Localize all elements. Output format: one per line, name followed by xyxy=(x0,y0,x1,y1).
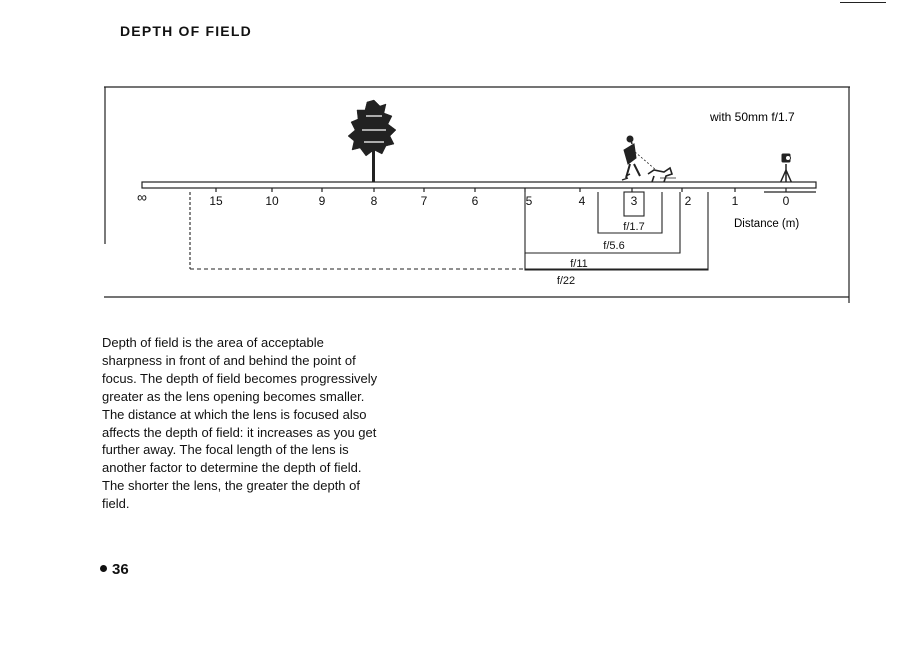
scale-label-3: 3 xyxy=(630,194,638,208)
bracket-label-f5-6: f/5.6 xyxy=(603,240,625,252)
scale-label-7: 7 xyxy=(420,194,428,208)
page-number-value: 36 xyxy=(112,561,129,578)
paragraph-line: focus. The depth of field becomes progressively xyxy=(102,370,378,386)
distance-scale-bar xyxy=(142,182,816,188)
scale-label-15: 15 xyxy=(209,194,223,208)
paragraph-line: affects the depth of field: it increases as you get xyxy=(102,424,377,440)
scale-label-1: 1 xyxy=(731,194,739,208)
bracket-label-f11: f/11 xyxy=(570,258,588,270)
distance-axis-label: Distance (m) xyxy=(734,218,800,230)
scale-label-6: 6 xyxy=(471,194,479,208)
scale-ticks xyxy=(216,188,786,192)
paragraph-line: The shorter the lens, the greater the depth of xyxy=(102,478,360,494)
lens-note: with 50mm f/1.7 xyxy=(710,110,795,124)
scale-label-4: 4 xyxy=(578,194,586,208)
scale-label-10: 10 xyxy=(265,194,279,208)
bracket-label-f22: f/22 xyxy=(556,275,576,287)
scale-label-9: 9 xyxy=(318,194,326,208)
bracket-label-f1-7: f/1.7 xyxy=(623,221,645,233)
paragraph-line: another factor to determine the depth of field. xyxy=(102,460,362,476)
paragraph-line: Depth of field is the area of acceptable xyxy=(102,335,324,350)
depth-of-field-diagram xyxy=(104,86,850,304)
paragraph-line: greater as the lens opening becomes smaller. xyxy=(102,388,365,404)
body-paragraph xyxy=(102,334,462,513)
top-corner-rule xyxy=(840,2,886,3)
page-title: DEPTH OF FIELD xyxy=(120,23,252,39)
dog-icon xyxy=(622,168,684,182)
scale-label-0: 0 xyxy=(782,194,790,208)
page-number xyxy=(100,561,129,578)
tree-icon xyxy=(348,100,396,184)
paragraph-line: The distance at which the lens is focused also xyxy=(102,406,367,422)
paragraph-line: field. xyxy=(102,496,130,512)
paragraph-line: further away. The focal length of the lens is xyxy=(102,442,349,458)
scale-label-8: 8 xyxy=(370,194,378,208)
paragraph-line: sharpness in front of and behind the point of xyxy=(102,352,356,368)
scale-label-5: 5 xyxy=(525,194,533,208)
scale-label-infinity: ∞ xyxy=(137,189,147,205)
scale-label-2: 2 xyxy=(684,194,692,208)
bullet-icon xyxy=(100,565,107,572)
